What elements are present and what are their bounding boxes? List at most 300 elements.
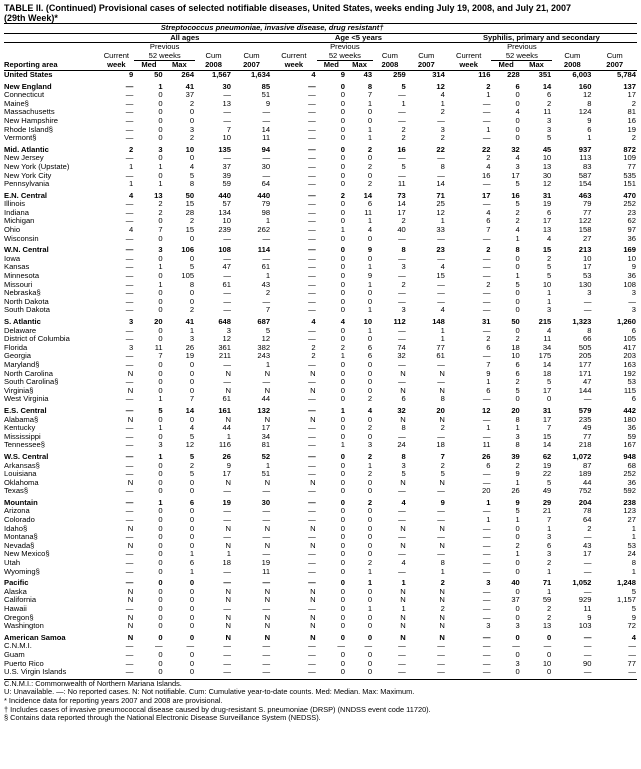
value-cell: 3 [189, 125, 195, 134]
value-cell: 0 [340, 280, 345, 289]
value-cell: 0 [189, 487, 195, 496]
value-cell: 1 [340, 441, 345, 450]
table-row [4, 289, 637, 298]
value-cell: 19 [542, 461, 552, 470]
value-cell: 0 [367, 254, 373, 263]
value-cell: N [439, 596, 445, 605]
value-cell: 6 [515, 360, 520, 369]
value-cell: — [482, 650, 491, 659]
value-cell: 0 [158, 154, 163, 163]
table-row [4, 209, 637, 218]
value-cell: 8 [587, 99, 592, 108]
reporting-area-cell: Colorado [4, 516, 35, 525]
value-cell: 4 [631, 632, 636, 642]
value-cell: 1 [440, 217, 445, 226]
reporting-area-cell: Nebraska§ [4, 289, 41, 298]
value-cell: 8 [401, 451, 406, 461]
value-cell: 16 [397, 144, 406, 154]
value-cell: 1 [440, 335, 445, 344]
value-cell: 36 [627, 424, 636, 433]
value-cell: 1 [226, 432, 231, 441]
value-cell: 0 [340, 395, 345, 404]
value-cell: 14 [397, 200, 406, 209]
value-cell: 18 [436, 441, 445, 450]
value-cell: 0 [189, 116, 195, 125]
value-cell: 28 [185, 208, 195, 217]
value-cell: 130 [578, 280, 592, 289]
value-cell: 0 [158, 632, 163, 642]
value-cell: — [125, 263, 134, 272]
value-cell: — [398, 378, 406, 387]
value-cell: — [398, 335, 406, 344]
footnote: C.N.M.I.: Commonwealth of Northern Mariana Islands. [4, 678, 182, 688]
value-cell: 440 [257, 190, 271, 200]
value-cell: — [125, 306, 134, 315]
value-cell: 0 [515, 263, 520, 272]
reporting-area-cell: Oregon§ [4, 613, 34, 622]
region-row [4, 404, 637, 416]
value-cell: — [437, 668, 445, 677]
reporting-area-cell: California [4, 596, 37, 605]
value-cell: 14 [542, 441, 552, 450]
reporting-area-cell: Vermont§ [4, 134, 37, 143]
value-cell: 19 [542, 200, 552, 209]
value-cell: 2 [158, 200, 163, 209]
value-cell: 2 [631, 134, 636, 143]
value-cell: 32 [397, 352, 406, 361]
value-cell: N [310, 415, 316, 424]
value-cell: 59 [627, 432, 636, 441]
value-cell: — [398, 326, 406, 335]
value-cell: 17 [261, 424, 271, 433]
header-52weeks: 52 weeks [491, 52, 552, 61]
value-cell: 2 [440, 578, 445, 588]
value-cell: 0 [340, 217, 345, 226]
value-cell: 1 [440, 99, 445, 108]
value-cell: 8 [189, 280, 195, 289]
value-cell: 0 [189, 659, 195, 668]
value-cell: 0 [189, 154, 195, 163]
value-cell: N [264, 524, 271, 533]
value-cell: 0 [367, 533, 373, 542]
value-cell: 0 [189, 289, 195, 298]
value-cell: 4 [515, 154, 520, 163]
region-row [4, 143, 637, 155]
value-cell: — [125, 650, 134, 659]
table-row [4, 479, 637, 488]
value-cell: — [262, 116, 271, 125]
reporting-area-cell: Iowa [4, 254, 21, 263]
value-cell: 0 [340, 507, 345, 516]
value-cell: — [583, 567, 592, 576]
reporting-area-cell: Utah [4, 559, 21, 568]
value-cell: 10 [511, 352, 520, 361]
table-row [4, 172, 637, 181]
value-cell: 94 [261, 144, 271, 154]
table-row [4, 255, 637, 264]
value-cell: 0 [158, 605, 163, 613]
value-cell: N [127, 587, 134, 596]
table-row [4, 370, 637, 379]
value-cell: 90 [582, 659, 592, 668]
value-cell: — [125, 91, 134, 100]
value-cell: — [308, 497, 316, 507]
value-cell: — [512, 642, 520, 651]
value-cell: 2 [515, 208, 520, 217]
value-cell: N [400, 415, 406, 424]
value-cell: 61 [261, 263, 271, 272]
value-cell: 5 [401, 81, 406, 91]
value-cell: 0 [367, 108, 373, 117]
value-cell: 0 [158, 622, 163, 631]
value-cell: 0 [158, 116, 163, 125]
value-cell: — [125, 335, 134, 344]
value-cell: 1,072 [572, 451, 592, 461]
value-cell: 0 [189, 622, 195, 631]
value-cell: 7 [265, 306, 271, 315]
value-cell: 6 [486, 461, 491, 470]
value-cell: 5 [189, 432, 195, 441]
value-cell: 0 [158, 217, 163, 226]
value-cell: 0 [158, 559, 163, 568]
value-cell: — [437, 378, 445, 387]
value-cell: 0 [340, 386, 345, 395]
value-cell: — [308, 533, 316, 542]
value-cell: 1 [158, 263, 163, 272]
value-cell: 0 [515, 605, 520, 613]
value-cell: 6 [547, 208, 552, 217]
value-cell: 37 [222, 162, 231, 171]
value-cell: 87 [582, 461, 592, 470]
value-cell: — [125, 99, 134, 108]
value-cell: — [398, 254, 406, 263]
value-cell: 5 [189, 263, 195, 272]
value-cell: — [125, 297, 134, 306]
reporting-area-cell: Washington [4, 622, 44, 631]
value-cell: 929 [578, 596, 592, 605]
value-cell: 9 [440, 497, 445, 507]
value-cell: — [308, 234, 316, 243]
value-cell: — [308, 605, 316, 613]
header-current: Current [103, 51, 130, 61]
value-cell: 0 [158, 125, 163, 134]
header-cum: Cum [381, 51, 398, 61]
value-cell: 1 [515, 234, 520, 243]
reporting-area-cell: Texas§ [4, 487, 29, 496]
reporting-area-cell: American Samoa [4, 632, 66, 642]
value-cell: N [310, 524, 316, 533]
value-cell: 0 [367, 171, 373, 180]
value-cell: — [398, 432, 406, 441]
reporting-area-cell: New Jersey [4, 154, 44, 163]
value-cell: — [437, 642, 445, 651]
value-cell: — [125, 254, 134, 263]
reporting-area-cell: Mississippi [4, 432, 41, 441]
footnotes [4, 679, 637, 723]
value-cell: — [482, 432, 491, 441]
value-cell: — [125, 441, 134, 450]
value-cell: — [125, 234, 134, 243]
value-cell: — [125, 81, 134, 91]
value-cell: 2 [486, 154, 491, 163]
value-cell: 18 [542, 369, 552, 378]
header-max: Max [346, 61, 373, 71]
value-cell: 3 [189, 335, 195, 344]
value-cell: 2 [401, 280, 406, 289]
value-cell: 0 [340, 99, 345, 108]
value-cell: 2 [189, 217, 195, 226]
value-cell: 0 [189, 605, 195, 613]
value-cell: 59 [542, 596, 552, 605]
value-cell: 9 [340, 70, 345, 79]
value-cell: 61 [436, 352, 445, 361]
header-med: Med [491, 61, 520, 71]
value-cell: 0 [340, 297, 345, 306]
value-cell: — [398, 108, 406, 117]
value-cell: 6 [401, 395, 406, 404]
value-cell: 134 [218, 208, 231, 217]
value-cell: — [262, 668, 271, 677]
value-cell: 4 [486, 162, 491, 171]
value-cell: 11 [262, 567, 271, 576]
value-cell: 0 [515, 116, 520, 125]
value-cell: 0 [340, 487, 345, 496]
value-cell: 20 [154, 317, 163, 326]
value-cell: 252 [623, 200, 636, 209]
table-row [4, 154, 637, 163]
value-cell: 8 [367, 81, 373, 91]
value-cell: 9 [226, 461, 231, 470]
value-cell: 4 [547, 326, 552, 335]
value-cell: N [127, 622, 134, 631]
value-cell: — [223, 297, 231, 306]
value-cell: 0 [340, 254, 345, 263]
value-cell: 0 [340, 234, 345, 243]
value-cell: 3 [515, 659, 520, 668]
value-cell: 24 [627, 550, 636, 559]
value-cell: — [482, 550, 491, 559]
value-cell: 3 [401, 461, 406, 470]
value-cell: N [310, 587, 316, 596]
group-all-ages: All ages [98, 33, 271, 43]
value-cell: 2 [311, 352, 316, 361]
value-cell: 211 [218, 352, 231, 361]
value-cell: 7 [440, 451, 445, 461]
table-row [4, 235, 637, 244]
value-cell: N [400, 632, 406, 642]
value-cell: 27 [627, 516, 636, 525]
value-cell: 3 [547, 533, 552, 542]
value-cell: 5 [189, 171, 195, 180]
value-cell: 26 [185, 343, 195, 352]
value-cell: 37 [511, 596, 520, 605]
value-cell: 2 [265, 289, 271, 298]
value-cell: 1 [486, 497, 491, 507]
value-cell: N [127, 596, 134, 605]
reporting-area-cell: Alaska [4, 587, 27, 596]
value-cell: 2 [486, 280, 491, 289]
value-cell: 36 [627, 478, 636, 487]
value-cell: 2 [401, 125, 406, 134]
value-cell: 0 [367, 516, 373, 525]
value-cell: 238 [623, 497, 636, 507]
value-cell: 122 [578, 217, 592, 226]
value-cell: 18 [222, 559, 231, 568]
value-cell: N [127, 524, 134, 533]
value-cell: — [262, 659, 271, 668]
value-cell: 22 [436, 144, 445, 154]
value-cell: 0 [189, 578, 195, 588]
value-cell: 0 [367, 415, 373, 424]
value-cell: 3 [631, 289, 636, 298]
value-cell: — [125, 578, 134, 588]
value-cell: — [308, 470, 316, 479]
value-cell: 17 [627, 91, 636, 100]
value-cell: 1 [340, 226, 345, 235]
value-cell: 0 [340, 263, 345, 272]
value-cell: 0 [367, 524, 373, 533]
value-cell: — [308, 245, 316, 255]
value-cell: 71 [542, 578, 552, 588]
value-cell: 15 [185, 200, 195, 209]
value-cell: — [308, 507, 316, 516]
value-cell: — [308, 180, 316, 189]
value-cell: N [310, 613, 316, 622]
value-cell: 0 [547, 395, 552, 404]
value-cell: N [264, 541, 271, 550]
table-row [4, 298, 637, 307]
value-cell: 0 [158, 541, 163, 550]
value-cell: — [482, 415, 491, 424]
value-cell: 2 [367, 395, 373, 404]
value-cell: 0 [367, 541, 373, 550]
value-cell: 10 [542, 659, 552, 668]
value-cell: 5 [189, 470, 195, 479]
value-cell: 1,323 [572, 317, 592, 326]
value-cell: — [125, 659, 134, 668]
value-cell: — [482, 108, 491, 117]
value-cell: N [225, 369, 231, 378]
value-cell: 0 [189, 360, 195, 369]
value-cell: — [125, 507, 134, 516]
value-cell: 31 [482, 317, 491, 326]
table-title [4, 3, 637, 23]
value-cell: — [262, 487, 271, 496]
value-cell: 264 [181, 70, 195, 79]
value-cell: — [308, 134, 316, 143]
reporting-area-cell: Michigan [4, 217, 35, 226]
value-cell: — [437, 507, 445, 516]
value-cell: — [398, 171, 406, 180]
value-cell: N [127, 369, 134, 378]
value-cell: 2 [189, 134, 195, 143]
value-cell: 66 [582, 335, 592, 344]
value-cell: — [482, 234, 491, 243]
value-cell: 17 [542, 217, 552, 226]
value-cell: 1 [158, 81, 163, 91]
value-cell: 105 [181, 272, 195, 281]
value-cell: — [308, 424, 316, 433]
value-cell: 16 [627, 116, 636, 125]
value-cell: 0 [340, 622, 345, 631]
value-cell: 0 [158, 91, 163, 100]
value-cell: 0 [340, 335, 345, 344]
value-cell: 6 [486, 343, 491, 352]
value-cell: 0 [158, 613, 163, 622]
value-cell: 50 [154, 70, 163, 79]
value-cell: 1 [367, 306, 373, 315]
value-cell: 10 [627, 254, 636, 263]
value-cell: — [337, 642, 345, 651]
value-cell: 5 [631, 605, 636, 613]
value-cell: 6 [515, 81, 520, 91]
value-cell: 0 [158, 254, 163, 263]
value-cell: 0 [367, 335, 373, 344]
value-cell: 228 [507, 70, 520, 79]
value-cell: 4 [367, 405, 373, 415]
value-cell: 1 [515, 516, 520, 525]
value-cell: 1 [587, 134, 592, 143]
title-line-1: TABLE II. (Continued) Provisional cases of selected notifiable diseases, United States, weeks ending July 19, 2008, and July 21, 2007 [4, 3, 572, 13]
value-cell: 0 [340, 81, 345, 91]
value-cell: 124 [578, 108, 592, 117]
reporting-area-cell: Illinois [4, 200, 26, 209]
value-cell: 382 [257, 343, 271, 352]
value-cell: 0 [340, 668, 345, 677]
value-cell: 112 [393, 317, 406, 326]
value-cell: 0 [547, 632, 552, 642]
value-cell: 2 [440, 424, 445, 433]
table-header [4, 24, 637, 71]
value-cell: 0 [340, 108, 345, 117]
value-cell: 1 [129, 162, 134, 171]
value-cell: 0 [515, 99, 520, 108]
value-cell: 5 [515, 280, 520, 289]
value-cell: N [400, 541, 406, 550]
value-cell: — [482, 180, 491, 189]
value-cell: 0 [158, 134, 163, 143]
reporting-area-cell: U.S. Virgin Islands [4, 668, 67, 677]
value-cell: 49 [582, 424, 592, 433]
value-cell: — [223, 516, 231, 525]
value-cell: 2 [440, 461, 445, 470]
value-cell: 2 [367, 424, 373, 433]
value-cell: 0 [189, 234, 195, 243]
value-cell: 22 [482, 144, 491, 154]
reporting-area-cell: Georgia [4, 352, 32, 361]
value-cell: — [125, 116, 134, 125]
value-cell: 4 [189, 424, 195, 433]
value-cell: — [398, 234, 406, 243]
value-cell: 0 [515, 559, 520, 568]
value-cell: 0 [340, 559, 345, 568]
value-cell: 77 [627, 659, 636, 668]
value-cell: 2 [367, 559, 373, 568]
value-cell: N [127, 386, 134, 395]
value-cell: 0 [340, 533, 345, 542]
value-cell: 1 [158, 424, 163, 433]
value-cell: 53 [627, 541, 636, 550]
value-cell: — [308, 289, 316, 298]
value-cell: — [482, 297, 491, 306]
value-cell: 8 [440, 559, 445, 568]
table-row [4, 441, 637, 450]
value-cell: — [308, 441, 316, 450]
reporting-area-cell: Idaho§ [4, 524, 28, 533]
value-cell: 5 [547, 272, 552, 281]
value-cell: 0 [189, 587, 195, 596]
value-cell: 0 [340, 470, 345, 479]
